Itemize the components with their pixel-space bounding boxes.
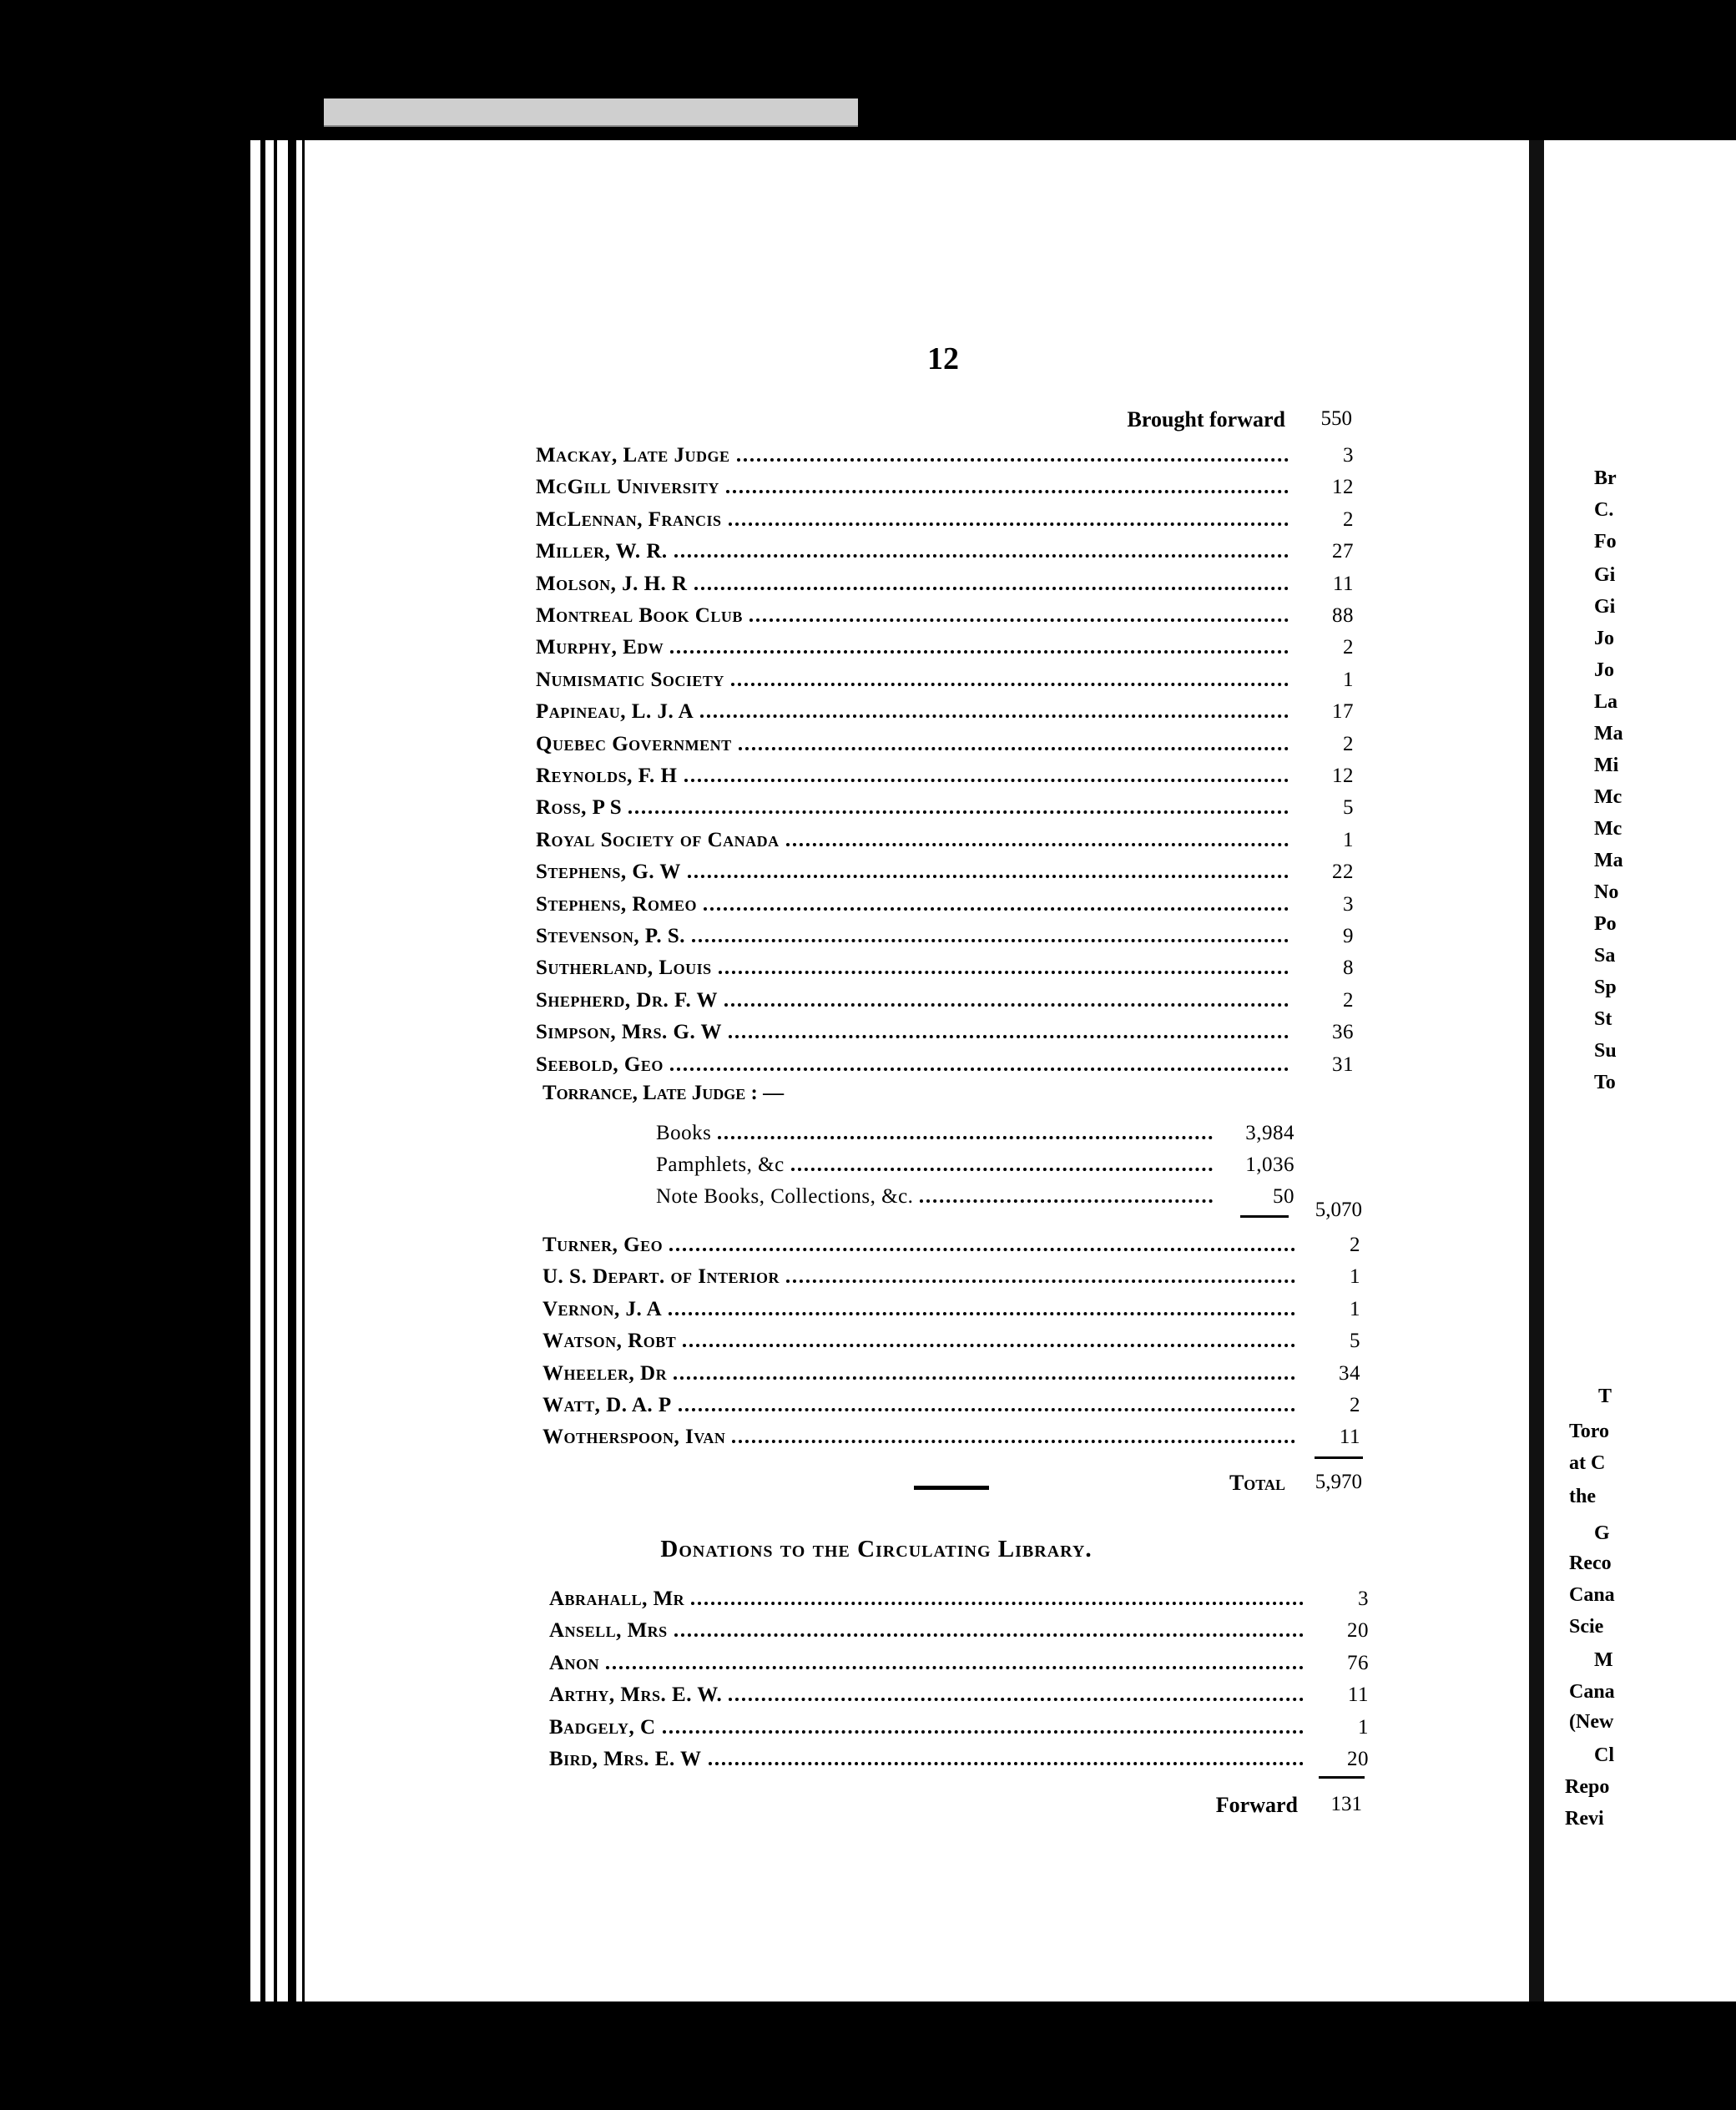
donation-count: 36	[1332, 1021, 1354, 1044]
adjacent-page	[1544, 140, 1736, 2001]
adjacent-page-text: Sa	[1594, 945, 1616, 967]
item-name: Note Books, Collections, &c.	[656, 1185, 914, 1208]
center-rule	[914, 1486, 989, 1490]
donation-count: 20	[1347, 1748, 1369, 1770]
list-item	[536, 822, 1354, 852]
list-item	[549, 1645, 1369, 1675]
dot-leader	[749, 618, 1289, 622]
adjacent-page-text: Jo	[1594, 659, 1614, 681]
dot-leader	[691, 1602, 1304, 1605]
adjacent-page-text: Cana	[1569, 1681, 1615, 1703]
dot-leader	[628, 810, 1289, 814]
donor-name: Papineau, L. J. A	[536, 700, 694, 724]
donation-count: 1	[1343, 668, 1354, 691]
binding-line	[302, 140, 305, 2001]
adjacent-page-text: C.	[1594, 499, 1614, 521]
donor-name: Turner, Geo	[542, 1234, 664, 1256]
list-item	[549, 1677, 1369, 1707]
adjacent-page-text: Gi	[1594, 596, 1616, 618]
dot-leader	[709, 1762, 1304, 1765]
item-name: Books	[656, 1122, 712, 1144]
donor-name: Ansell, Mrs	[549, 1619, 668, 1643]
donor-name: Molson, J. H. R	[536, 572, 688, 595]
donor-name: Anon	[549, 1651, 600, 1674]
list-item	[536, 982, 1354, 1012]
dot-leader	[729, 522, 1289, 526]
dot-leader	[729, 1698, 1304, 1701]
dot-leader	[670, 1068, 1289, 1071]
donation-count: 11	[1347, 1683, 1369, 1707]
list-item	[536, 629, 1354, 659]
dot-leader	[731, 683, 1289, 686]
adjacent-page-text: To	[1594, 1072, 1616, 1093]
adjacent-page-text: the	[1569, 1486, 1596, 1507]
adjacent-page-text: No	[1594, 881, 1619, 903]
list-item	[536, 502, 1354, 532]
list-item	[549, 1709, 1369, 1739]
donation-count: 2	[1343, 732, 1354, 755]
donor-name: Vernon, J. A	[542, 1297, 663, 1320]
adjacent-page-text: Jo	[1594, 628, 1614, 649]
donor-name: Seebold, Geo	[536, 1052, 664, 1076]
item-count: 1,036	[1245, 1153, 1294, 1176]
forward-label: Forward	[1215, 1793, 1298, 1817]
donor-name: Wotherspoon, Ivan	[542, 1426, 726, 1449]
list-item	[536, 566, 1354, 596]
donor-name: Mackay, Late Judge	[536, 444, 730, 467]
donation-count: 2	[1350, 1394, 1360, 1416]
adjacent-page-text: Revi	[1565, 1808, 1604, 1830]
adjacent-page-text: Mc	[1594, 818, 1622, 840]
adjacent-page-text: Po	[1594, 913, 1617, 935]
donation-count: 27	[1332, 540, 1354, 563]
dot-leader	[674, 1633, 1304, 1637]
total-label: Total	[1229, 1471, 1285, 1495]
page-number: 12	[927, 341, 959, 376]
donation-count: 11	[1332, 572, 1354, 595]
item-name: Pamphlets, &c	[656, 1153, 785, 1176]
dot-leader	[683, 1344, 1295, 1347]
adjacent-page-text: La	[1594, 691, 1618, 713]
donor-name: Numismatic Society	[536, 668, 724, 691]
dot-leader	[606, 1666, 1304, 1669]
list-item	[549, 1581, 1369, 1611]
brought-forward-value: 550	[1320, 407, 1352, 430]
list-item	[542, 1227, 1360, 1257]
donation-count: 3	[1343, 444, 1354, 467]
list-item	[536, 918, 1354, 948]
donor-name: Watson, Robt	[542, 1330, 677, 1353]
adjacent-page-text: Cana	[1569, 1584, 1615, 1606]
donation-count: 20	[1347, 1619, 1369, 1643]
donor-name: Simpson, Mrs. G. W	[536, 1021, 723, 1044]
list-item	[536, 726, 1354, 756]
dot-leader	[786, 1280, 1295, 1283]
list-item	[536, 469, 1354, 499]
donation-count: 12	[1332, 765, 1354, 787]
list-item	[536, 854, 1354, 884]
list-item	[542, 1387, 1360, 1417]
donor-name: Stephens, G. W	[536, 861, 681, 884]
dot-leader	[679, 1408, 1295, 1411]
donor-name: Badgely, C	[549, 1715, 656, 1739]
binding-line	[274, 140, 277, 2001]
torrance-item	[656, 1115, 1294, 1145]
donor-name: Royal Society of Canada	[536, 828, 780, 851]
forward-rule	[1319, 1776, 1365, 1779]
adjacent-page-text: Repo	[1565, 1776, 1610, 1798]
donation-count: 2	[1343, 636, 1354, 659]
dot-leader	[737, 458, 1289, 462]
donation-count: 1	[1350, 1265, 1360, 1289]
donation-count: 22	[1332, 861, 1354, 884]
adjacent-page-text: G	[1594, 1522, 1610, 1544]
dot-leader	[732, 1440, 1295, 1443]
dot-leader	[684, 779, 1289, 782]
donor-name: Abrahall, Mr	[549, 1588, 685, 1610]
adjacent-page-text: Gi	[1594, 564, 1616, 586]
adjacent-page-text: Cl	[1594, 1744, 1614, 1766]
dot-leader	[729, 1035, 1289, 1038]
adjacent-page-text: Su	[1594, 1040, 1617, 1062]
donation-count: 2	[1343, 507, 1354, 531]
donor-name: Shepherd, Dr. F. W	[536, 988, 718, 1012]
donor-name: Quebec Government	[536, 732, 732, 755]
dot-leader	[719, 971, 1289, 974]
dot-leader	[920, 1199, 1213, 1203]
donation-count: 5	[1343, 796, 1354, 820]
donation-count: 3	[1343, 892, 1354, 916]
donor-name: McGill University	[536, 476, 719, 499]
donor-name: Ross, P S	[536, 796, 623, 820]
donation-count: 2	[1343, 988, 1354, 1012]
donation-count: 1	[1358, 1715, 1369, 1739]
dot-leader	[663, 1730, 1304, 1734]
item-count: 50	[1273, 1185, 1294, 1208]
dot-leader	[669, 1312, 1295, 1315]
list-item	[542, 1419, 1360, 1449]
list-item	[536, 533, 1354, 563]
adjacent-page-text: Ma	[1594, 723, 1623, 745]
dot-leader	[674, 1376, 1295, 1380]
donor-name: Stevenson, P. S.	[536, 925, 686, 947]
subtotal-rule	[1240, 1215, 1289, 1218]
adjacent-page-text: Mc	[1594, 786, 1622, 808]
list-item	[536, 758, 1354, 788]
list-item	[549, 1741, 1369, 1771]
adjacent-page-text: Reco	[1569, 1552, 1612, 1574]
dot-leader	[694, 587, 1289, 590]
donor-name: Montreal Book Club	[536, 604, 743, 627]
donor-name: Stephens, Romeo	[536, 892, 697, 916]
torrance-heading: Torrance, Late Judge : —	[542, 1082, 785, 1104]
donor-name: U. S. Depart. of Interior	[542, 1265, 780, 1289]
donor-name: Arthy, Mrs. E. W.	[549, 1683, 723, 1707]
list-item	[536, 886, 1354, 916]
adjacent-page-text: Sp	[1594, 977, 1617, 998]
list-item	[542, 1259, 1360, 1289]
dot-leader	[674, 554, 1289, 558]
section-title: Donations to the Circulating Library.	[660, 1536, 1093, 1562]
donor-name: Miller, W. R.	[536, 540, 668, 563]
item-count: 3,984	[1245, 1122, 1294, 1144]
dot-leader	[704, 907, 1289, 911]
dot-leader	[718, 1136, 1213, 1139]
dot-leader	[669, 1248, 1295, 1251]
adjacent-page-text: T	[1598, 1386, 1612, 1407]
donation-count: 3	[1358, 1588, 1369, 1610]
dot-leader	[786, 843, 1289, 846]
dot-leader	[726, 490, 1289, 493]
adjacent-page-text: at C	[1569, 1452, 1606, 1474]
donor-name: Bird, Mrs. E. W	[549, 1748, 702, 1770]
list-item	[536, 598, 1354, 628]
donor-name: Sutherland, Louis	[536, 957, 712, 980]
donor-name: Murphy, Edw	[536, 636, 664, 659]
list-item	[536, 694, 1354, 724]
donation-count: 34	[1339, 1361, 1360, 1385]
dot-leader	[670, 650, 1289, 654]
donor-name: Reynolds, F. H	[536, 765, 678, 787]
list-item	[549, 1613, 1369, 1643]
donation-count: 5	[1350, 1330, 1360, 1353]
donation-count: 88	[1332, 604, 1354, 627]
forward-value: 131	[1330, 1793, 1362, 1815]
donation-count: 76	[1347, 1651, 1369, 1674]
adjacent-page-text: M	[1594, 1649, 1613, 1671]
donor-name: Wheeler, Dr	[542, 1361, 668, 1385]
dot-leader	[688, 875, 1289, 878]
list-item	[542, 1355, 1360, 1386]
donation-count: 12	[1332, 476, 1354, 499]
list-item	[536, 790, 1354, 820]
total-value: 5,970	[1315, 1471, 1362, 1493]
donation-count: 8	[1343, 957, 1354, 980]
adjacent-page-text: St	[1594, 1008, 1612, 1030]
binding-line	[288, 140, 296, 2001]
adjacent-page-text: Scie	[1569, 1616, 1604, 1638]
list-item	[536, 662, 1354, 692]
dot-leader	[700, 714, 1289, 718]
adjacent-page-text: (New	[1569, 1711, 1614, 1733]
scan-top-strip	[324, 98, 858, 127]
list-item	[536, 1014, 1354, 1044]
adjacent-page-text: Toro	[1569, 1421, 1610, 1442]
adjacent-page-text: Mi	[1594, 755, 1619, 776]
brought-forward-label: Brought forward	[1127, 407, 1285, 432]
donation-count: 11	[1339, 1426, 1360, 1449]
adjacent-page-text: Br	[1594, 467, 1617, 489]
list-item	[542, 1291, 1360, 1321]
donor-name: McLennan, Francis	[536, 507, 722, 531]
donation-count: 9	[1343, 925, 1354, 947]
torrance-item	[656, 1179, 1294, 1209]
donation-count: 1	[1343, 828, 1354, 851]
donor-name: Watt, D. A. P	[542, 1394, 672, 1416]
dot-leader	[692, 939, 1289, 942]
dot-leader	[739, 747, 1289, 750]
list-item	[536, 437, 1354, 467]
dot-leader	[724, 1003, 1289, 1007]
list-item	[536, 950, 1354, 980]
donation-count: 17	[1332, 700, 1354, 724]
binding-line	[260, 140, 265, 2001]
adjacent-page-text: Ma	[1594, 850, 1623, 871]
adjacent-page-text: Fo	[1594, 531, 1617, 553]
torrance-subtotal: 5,070	[1315, 1199, 1362, 1221]
donation-count: 31	[1332, 1052, 1354, 1076]
total-rule	[1315, 1456, 1363, 1459]
list-item	[542, 1323, 1360, 1353]
donation-count: 2	[1350, 1234, 1360, 1256]
torrance-item	[656, 1147, 1294, 1177]
donation-count: 1	[1350, 1297, 1360, 1320]
list-item	[536, 1047, 1354, 1077]
dot-leader	[791, 1168, 1213, 1171]
